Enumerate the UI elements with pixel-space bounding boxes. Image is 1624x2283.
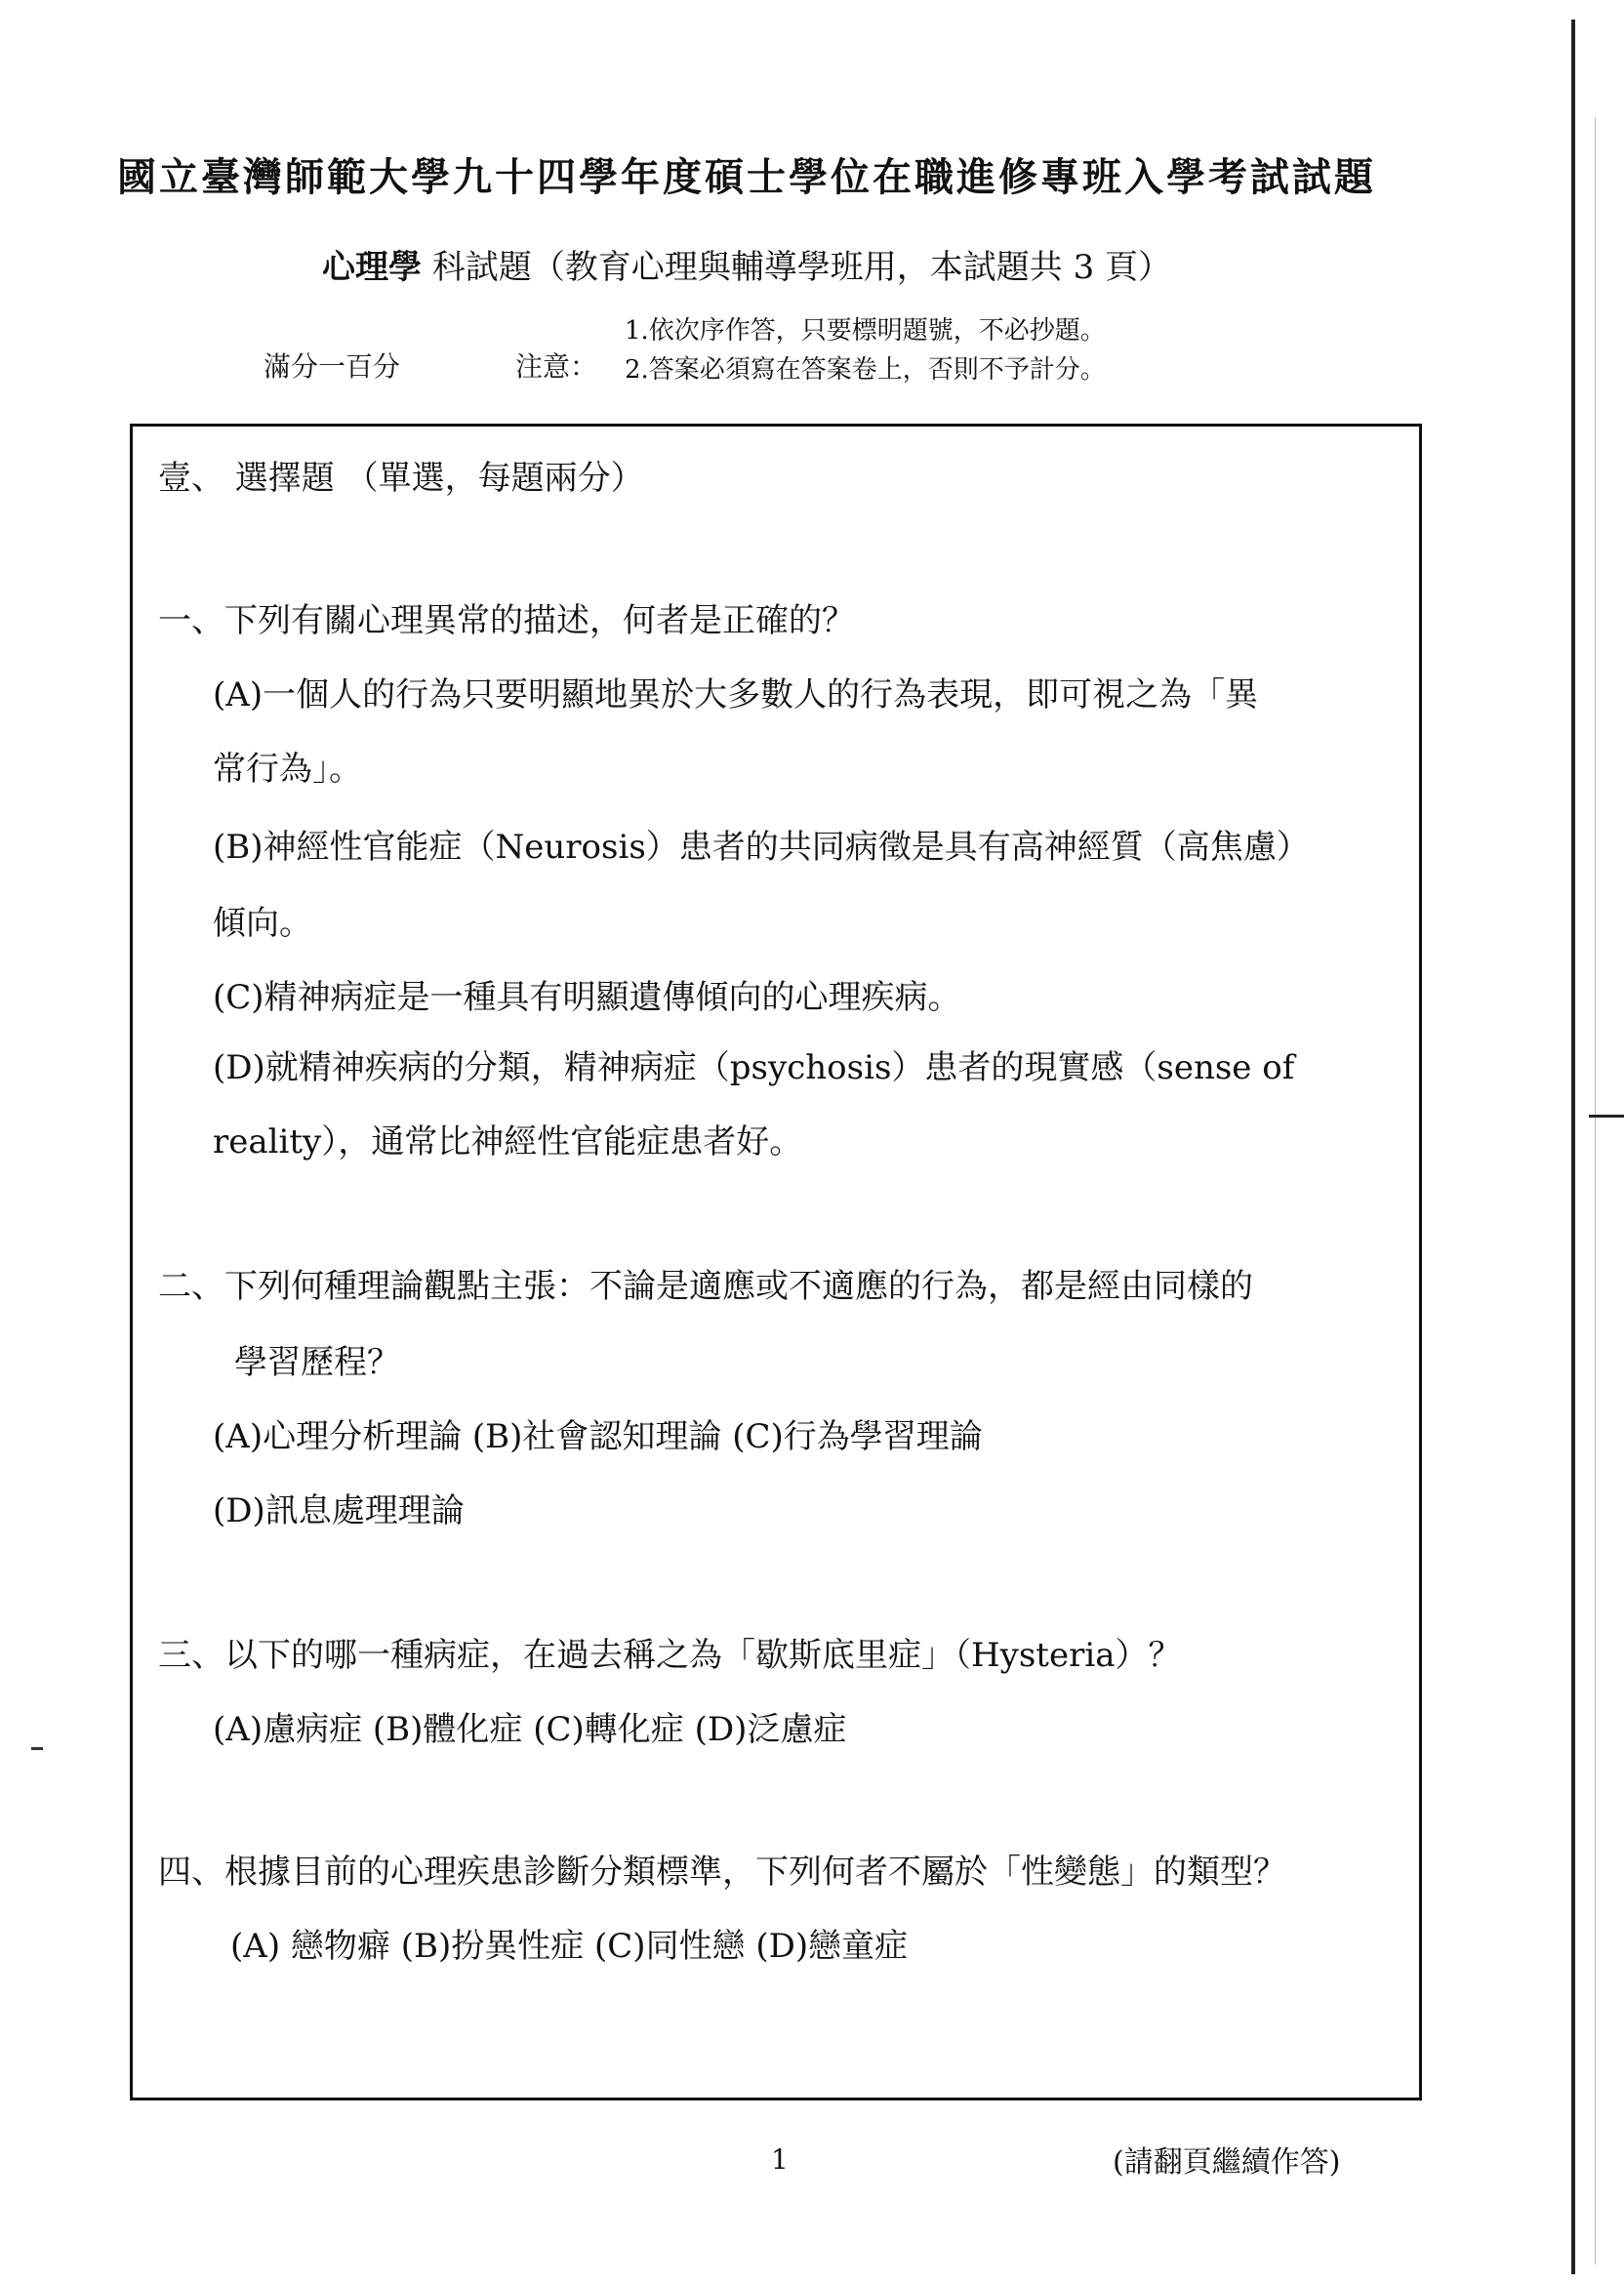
question-option: (A)一個人的行為只要明顯地異於大多數人的行為表現，即可視之為「異: [213, 675, 1259, 714]
margin-mark: [31, 1747, 43, 1750]
binding-edge: [1571, 20, 1575, 2274]
notice-item: 2.答案必須寫在答案卷上，否則不予計分。: [625, 355, 1106, 385]
question-option: reality），通常比神經性官能症患者好。: [213, 1122, 803, 1162]
question-option: (C)精神病症是一種具有明顯遺傳傾向的心理疾病。: [213, 978, 961, 1017]
subject-name: 心理學: [321, 248, 422, 287]
question-option: (D)訊息處理理論: [213, 1491, 465, 1530]
binding-mark: [1589, 1115, 1624, 1118]
subtitle-rest: 科試題（教育心理與輔導學班用，本試題共 3 頁）: [421, 248, 1172, 287]
question-option: (A)慮病症 (B)體化症 (C)轉化症 (D)泛慮症: [213, 1710, 847, 1749]
binding-edge-faint: [1595, 117, 1596, 2264]
question-option: 常行為」。: [213, 750, 362, 789]
question-stem: 學習歷程？: [234, 1343, 400, 1382]
question-option: (D)就精神疾病的分類，精神病症（psychosis）患者的現實感（sense of: [213, 1048, 1295, 1087]
exam-subtitle: [0, 240, 1493, 288]
full-score: 滿分一百分: [264, 350, 401, 383]
section-heading: 壹、 選擇題 （單選，每題兩分）: [158, 459, 644, 498]
continue-note: (請翻頁繼續作答): [1113, 2145, 1341, 2180]
question-stem: 四、根據目前的心理疾患診斷分類標準，下列何者不屬於「性變態」的類型？: [158, 1853, 1286, 1892]
question-stem: 二、下列何種理論觀點主張：不論是適應或不適應的行為，都是經由同樣的: [158, 1267, 1253, 1306]
question-option: (A) 戀物癖 (B)扮異性症 (C)同性戀 (D)戀童症: [230, 1927, 909, 1966]
notice-label: 注意：: [515, 350, 598, 383]
question-stem: 一、下列有關心理異常的描述，何者是正確的？: [158, 601, 855, 640]
question-stem: 三、以下的哪一種病症，在過去稱之為「歇斯底里症」（Hysteria）？: [158, 1636, 1182, 1675]
notice-item: 1.依次序作答，只要標明題號，不必抄題。: [625, 316, 1106, 346]
question-option: 傾向。: [213, 904, 312, 943]
page-number: 1: [771, 2143, 789, 2176]
question-option: (B)神經性官能症（Neurosis）患者的共同病徵是具有高神經質（高焦慮）: [213, 828, 1310, 867]
question-option: (A)心理分析理論 (B)社會認知理論 (C)行為學習理論: [213, 1417, 983, 1456]
exam-title: 國立臺灣師範大學九十四學年度碩士學位在職進修專班入學考試試題: [117, 154, 1376, 200]
